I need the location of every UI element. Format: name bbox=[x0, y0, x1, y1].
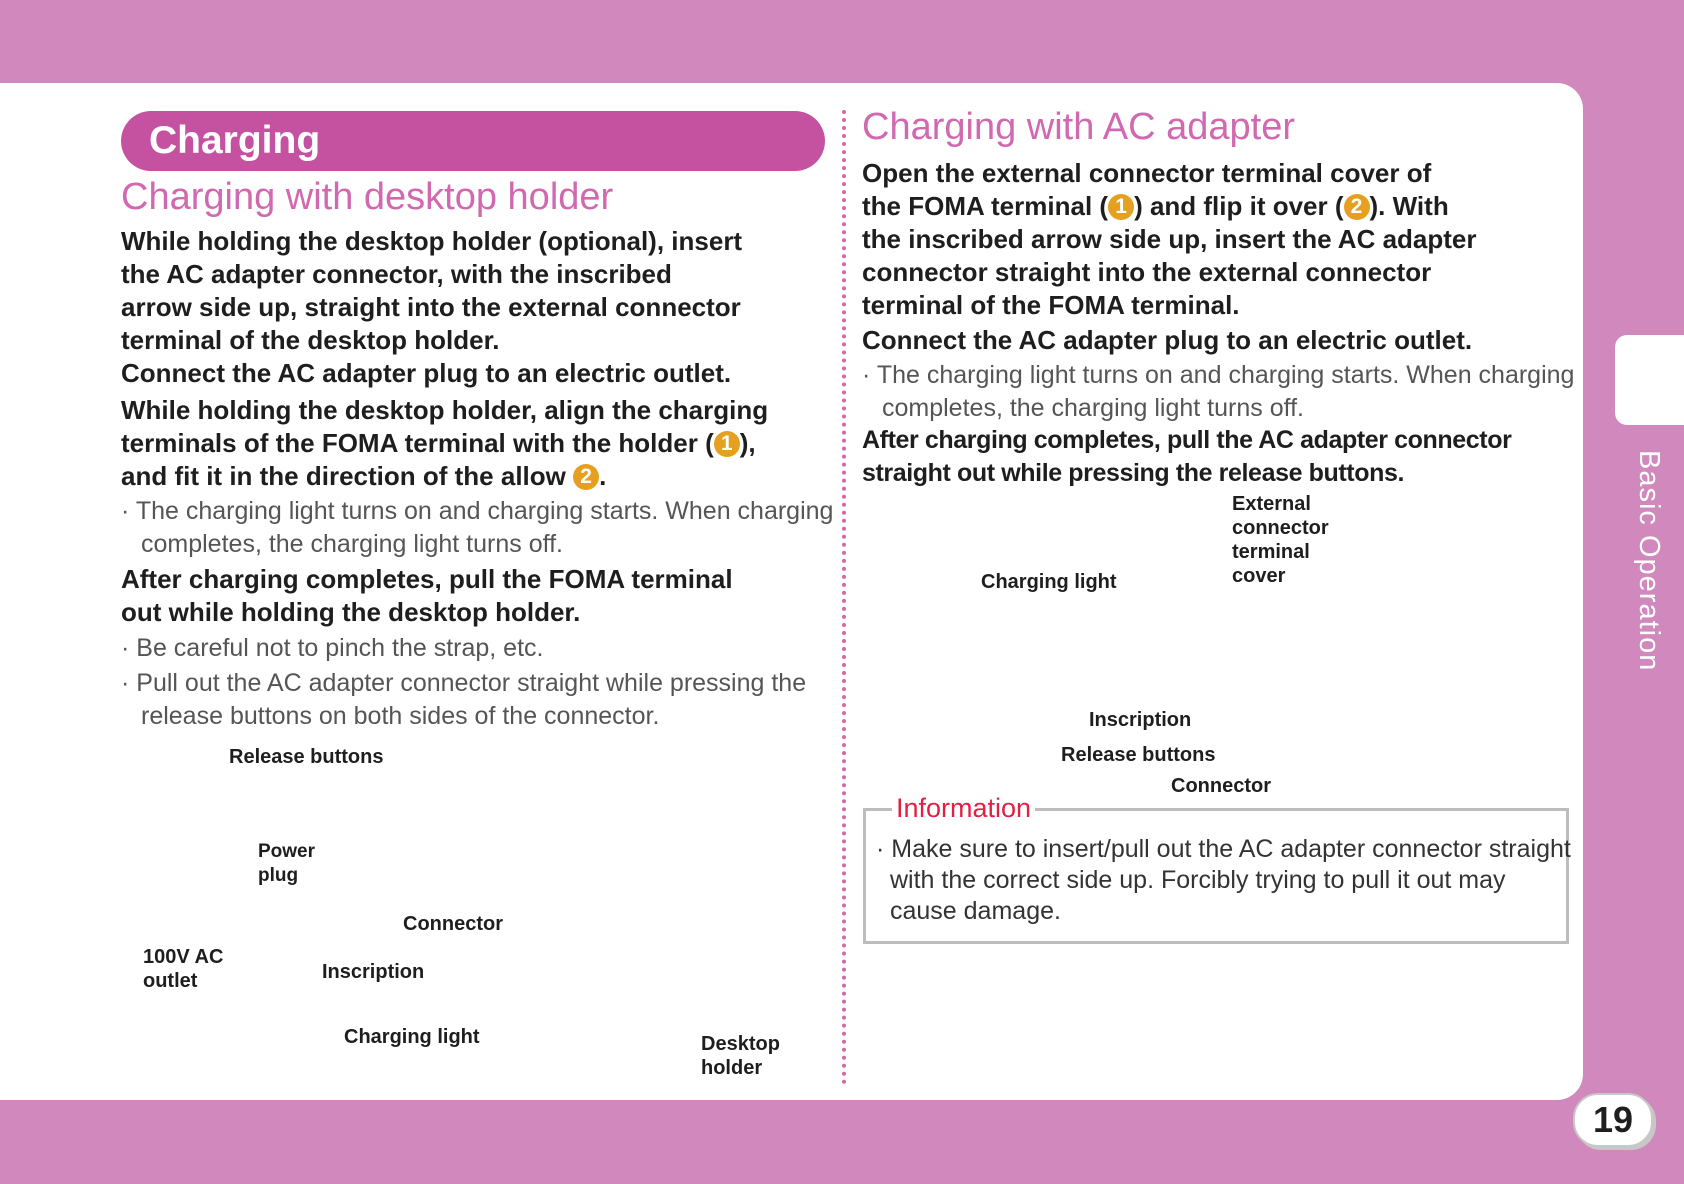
left-note-2-text: Be careful not to pinch the strap, etc. bbox=[136, 634, 544, 662]
left-step4-line: out while holding the desktop holder. bbox=[121, 597, 581, 627]
label-line: Power bbox=[258, 841, 316, 862]
page-number: 19 bbox=[1573, 1093, 1653, 1147]
right-step3-line: After charging completes, pull the AC adapter connector bbox=[862, 426, 1512, 454]
text-segment: ), bbox=[739, 428, 756, 458]
right-step1-line: connector straight into the external connector bbox=[862, 257, 1432, 287]
label-line: outlet bbox=[143, 970, 198, 992]
text-segment: . bbox=[599, 461, 607, 491]
left-step4-line: After charging completes, pull the FOMA terminal bbox=[121, 564, 733, 594]
left-step3-line bbox=[121, 427, 841, 460]
left-step1-line: arrow side up, straight into the external connector bbox=[121, 292, 741, 322]
right-note-1: · The charging light turns on and charging starts. When charging completes, the charging light turns off. bbox=[862, 361, 1575, 422]
left-step3-line: While holding the desktop holder, align the charging bbox=[121, 395, 769, 425]
right-step1 bbox=[862, 157, 1582, 357]
step-circle-1: 1 bbox=[714, 431, 740, 457]
label-line: holder bbox=[701, 1057, 763, 1079]
right-step3-line: straight out while pressing the release buttons. bbox=[862, 459, 1405, 487]
left-step1-line: While holding the desktop holder (optional), insert bbox=[121, 226, 743, 256]
right-step1-line: terminal of the FOMA terminal. bbox=[862, 290, 1240, 320]
left-step1-line: the AC adapter connector, with the inscribed bbox=[121, 259, 672, 289]
left-step2: Connect the AC adapter plug to an electric outlet. bbox=[121, 358, 732, 388]
section-title: Charging bbox=[149, 119, 321, 162]
text-segment: terminals of the FOMA terminal with the holder ( bbox=[121, 428, 714, 458]
label-charging-light-right: Charging light bbox=[981, 571, 1117, 593]
label-release-buttons-right: Release buttons bbox=[1061, 744, 1216, 766]
label-line: plug bbox=[258, 865, 299, 886]
text-segment: the FOMA terminal ( bbox=[862, 191, 1109, 221]
label-charging-light: Charging light bbox=[344, 1026, 480, 1048]
label-inscription: Inscription bbox=[322, 961, 425, 983]
label-line: terminal bbox=[1232, 541, 1310, 563]
information-text: · Make sure to insert/pull out the AC adapter connector straight with the correct side up. Forcibly trying to pull it out may cause damage. bbox=[876, 835, 1571, 925]
left-note-1: · The charging light turns on and charging starts. When charging completes, the charging light turns off. bbox=[121, 497, 834, 558]
right-step1-line: the inscribed arrow side up, insert the AC adapter bbox=[862, 224, 1477, 254]
step-circle-2: 2 bbox=[1344, 194, 1370, 220]
label-line: External bbox=[1232, 493, 1311, 515]
label-desktop-holder bbox=[701, 1032, 780, 1080]
label-line: connector bbox=[1232, 517, 1329, 539]
right-step3 bbox=[862, 424, 1582, 490]
left-note-2: · Be careful not to pinch the strap, etc. bbox=[121, 634, 544, 662]
section-title-banner bbox=[121, 111, 825, 171]
side-tab bbox=[1615, 335, 1684, 425]
label-line: cover bbox=[1232, 565, 1286, 587]
left-step1 bbox=[121, 225, 841, 390]
label-inscription-right: Inscription bbox=[1089, 709, 1192, 731]
label-connector-right: Connector bbox=[1171, 775, 1271, 797]
label-connector: Connector bbox=[403, 913, 503, 935]
left-heading: Charging with desktop holder bbox=[121, 176, 614, 218]
information-title: Information bbox=[892, 793, 1035, 824]
label-release-buttons: Release buttons bbox=[229, 746, 384, 768]
label-line: Desktop bbox=[701, 1033, 780, 1055]
left-note-3: · Pull out the AC adapter connector straight while pressing the release buttons on both sides of the connector. bbox=[121, 669, 807, 730]
step-circle-1: 1 bbox=[1108, 194, 1134, 220]
label-power-plug bbox=[258, 840, 315, 888]
label-external-connector-cover bbox=[1232, 492, 1329, 588]
column-divider bbox=[842, 110, 846, 1085]
left-note-3-text: Pull out the AC adapter connector straight while pressing the release buttons on both sides of the connector. bbox=[136, 669, 807, 730]
left-step3-line bbox=[121, 460, 841, 493]
text-segment: ). With bbox=[1369, 191, 1449, 221]
left-note-1-text: The charging light turns on and charging starts. When charging completes, the charging light turns off. bbox=[135, 497, 834, 558]
label-line: 100V AC bbox=[143, 946, 224, 968]
right-note-1-text: The charging light turns on and charging starts. When charging completes, the charging light turns off. bbox=[876, 361, 1575, 422]
left-step4 bbox=[121, 563, 841, 629]
side-tab-label: Basic Operation bbox=[1633, 450, 1665, 672]
right-step1-line bbox=[862, 190, 1582, 223]
right-heading: Charging with AC adapter bbox=[862, 106, 1296, 148]
information-text-body: Make sure to insert/pull out the AC adapter connector straight with the correct side up. Forcibly trying to pull it out may cause damage. bbox=[890, 835, 1571, 925]
step-circle-2: 2 bbox=[573, 464, 599, 490]
text-segment: ) and flip it over ( bbox=[1134, 191, 1344, 221]
right-step1-line: Open the external connector terminal cover of bbox=[862, 158, 1432, 188]
left-step3 bbox=[121, 394, 841, 493]
label-outlet bbox=[143, 945, 223, 993]
left-step1-line: terminal of the desktop holder. bbox=[121, 325, 500, 355]
right-step2: Connect the AC adapter plug to an electric outlet. bbox=[862, 325, 1473, 355]
text-segment: and fit it in the direction of the allow bbox=[121, 461, 574, 491]
